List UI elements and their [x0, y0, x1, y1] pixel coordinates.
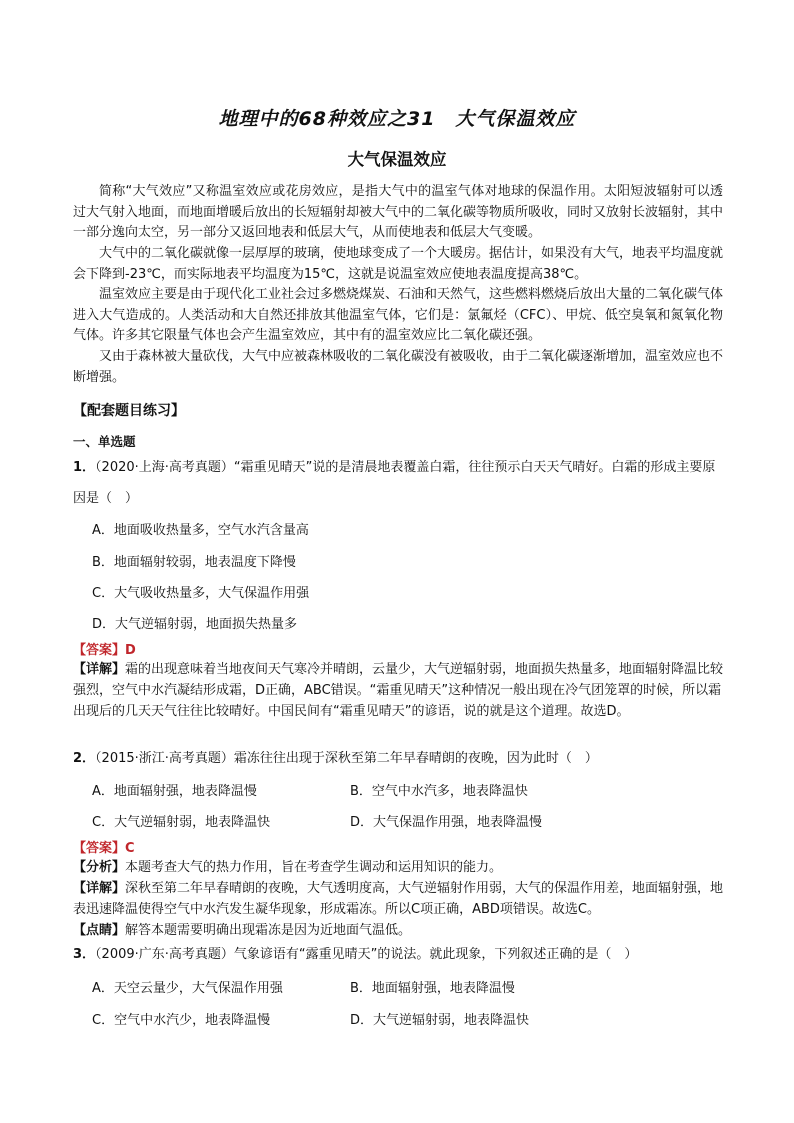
answer-value: D — [125, 643, 136, 658]
detail-text: 霜的出现意味着当地夜间天气寒冷并晴朗，云量少，大气逆辐射弱，地面损失热量多，地面辐射降温比较强烈，空气中水汽凝结形成霜，D正确，ABC错误。“霜重见晴天”这种情况一般出现在冷气团笼罩的时候，所以霜出现后的几天天气往往比较晴好。中国民间有“霜重见晴天”的谚语，说的就是这个道理。故选D。 — [73, 662, 724, 719]
q2-option-d: D．大气保温作用强，地表降温慢 — [350, 815, 543, 830]
detail-label: 【详解】 — [73, 881, 126, 896]
intro-paragraph-2: 大气中的二氧化碳就像一层厚厚的玻璃，使地球变成了一个大暖房。据估计，如果没有大气，地表平均温度就会下降到-23℃，而实际地表平均温度为15℃，这就是说温室效应使地表温度提高38℃。 — [73, 246, 724, 282]
q2-answer — [73, 837, 135, 856]
question-1 — [73, 452, 725, 514]
q2-tip — [73, 920, 725, 941]
analysis-label: 【分析】 — [73, 860, 126, 875]
q1-option-d: D．大气逆辐射弱，地面损失热量多 — [92, 617, 298, 632]
question-stem: （2020·上海·高考真题）“霜重见晴天”说的是清晨地表覆盖白霜，往往预示白天天气晴好。白霜的形成主要原因是（ ） — [73, 460, 716, 506]
q1-option-a: A．地面吸收热量多，空气水汽含量高 — [92, 523, 309, 538]
tip-text: 解答本题需要明确出现霜冻是因为近地面气温低。 — [125, 923, 412, 938]
q1-detail — [73, 659, 725, 722]
document-title: 地理中的68种效应之31 大气保温效应 — [218, 108, 576, 130]
question-stem: （2009·广东·高考真题）气象谚语有“露重见晴天”的说法。就此现象，下列叙述正确的是（ ） — [95, 947, 638, 962]
intro-paragraph-4: 又由于森林被大量砍伐，大气中应被森林吸收的二氧化碳没有被吸收，由于二氧化碳逐渐增加，温室效应也不断增强。 — [73, 349, 724, 385]
q3-option-d: D．大气逆辐射弱，地表降温快 — [350, 1013, 530, 1028]
question-number: 2． — [73, 751, 96, 766]
intro-paragraph-3: 温室效应主要是由于现代化工业社会过多燃烧煤炭、石油和天然气，这些燃料燃烧后放出大量的二氧化碳气体进入大气造成的。人类活动和大自然还排放其他温室气体，它们是：氯氟烃（CFC）、甲烷、低空臭氧和氮氧化物气体。许多其它限量气体也会产生温室效应，其中有的温室效应比二氧化碳还强。 — [73, 287, 724, 343]
q2-option-c: C．大气逆辐射弱，地表降温快 — [92, 815, 271, 830]
q2-option-a: A．地面辐射强，地表降温慢 — [92, 784, 257, 799]
question-2 — [73, 743, 725, 774]
q3-option-a: A．天空云量少，大气保温作用强 — [92, 981, 283, 996]
q2-option-b: B．空气中水汽多，地表降温快 — [350, 784, 528, 799]
answer-value: C — [125, 841, 135, 856]
question-number: 1． — [73, 460, 96, 475]
exercise-heading: 【配套题目练习】 — [73, 403, 185, 419]
q1-option-b: B．地面辐射较弱，地表温度下降慢 — [92, 555, 296, 570]
section-heading: 一、单选题 — [73, 434, 136, 449]
q2-analysis — [73, 857, 725, 878]
detail-text: 深秋至第二年早春晴朗的夜晚，大气透明度高，大气逆辐射作用弱，大气的保温作用差，地面辐射强，地表迅速降温使得空气中水汽发生凝华现象，形成霜冻。所以C项正确，ABD项错误。故选C。 — [73, 881, 724, 917]
intro-paragraph-1: 简称“大气效应”又称温室效应或花房效应，是指大气中的温室气体对地球的保温作用。太阳短波辐射可以透过大气射入地面，而地面增暖后放出的长短辐射却被大气中的二氧化碳等物质所吸收，同时又放射长波辐射，其中一部分逸向太空，另一部分又返回地表和低层大气，从而使地表和低层大气变暖。 — [73, 184, 724, 240]
q2-detail — [73, 878, 725, 920]
answer-label: 【答案】 — [73, 643, 126, 658]
document-subtitle: 大气保温效应 — [347, 150, 447, 169]
answer-label: 【答案】 — [73, 841, 126, 856]
question-stem: （2015·浙江·高考真题）霜冻往往出现于深秋至第二年早春晴朗的夜晚，因为此时（ ） — [95, 751, 598, 766]
question-3 — [73, 939, 725, 970]
q1-answer — [73, 639, 136, 658]
analysis-text: 本题考查大气的热力作用，旨在考查学生调动和运用知识的能力。 — [125, 860, 503, 875]
question-number: 3． — [73, 947, 96, 962]
detail-label: 【详解】 — [73, 662, 126, 677]
q3-option-b: B．地面辐射强，地表降温慢 — [350, 981, 515, 996]
q3-option-c: C．空气中水汽少，地表降温慢 — [92, 1013, 271, 1028]
tip-label: 【点睛】 — [73, 923, 126, 938]
q1-option-c: C．大气吸收热量多，大气保温作用强 — [92, 586, 310, 601]
